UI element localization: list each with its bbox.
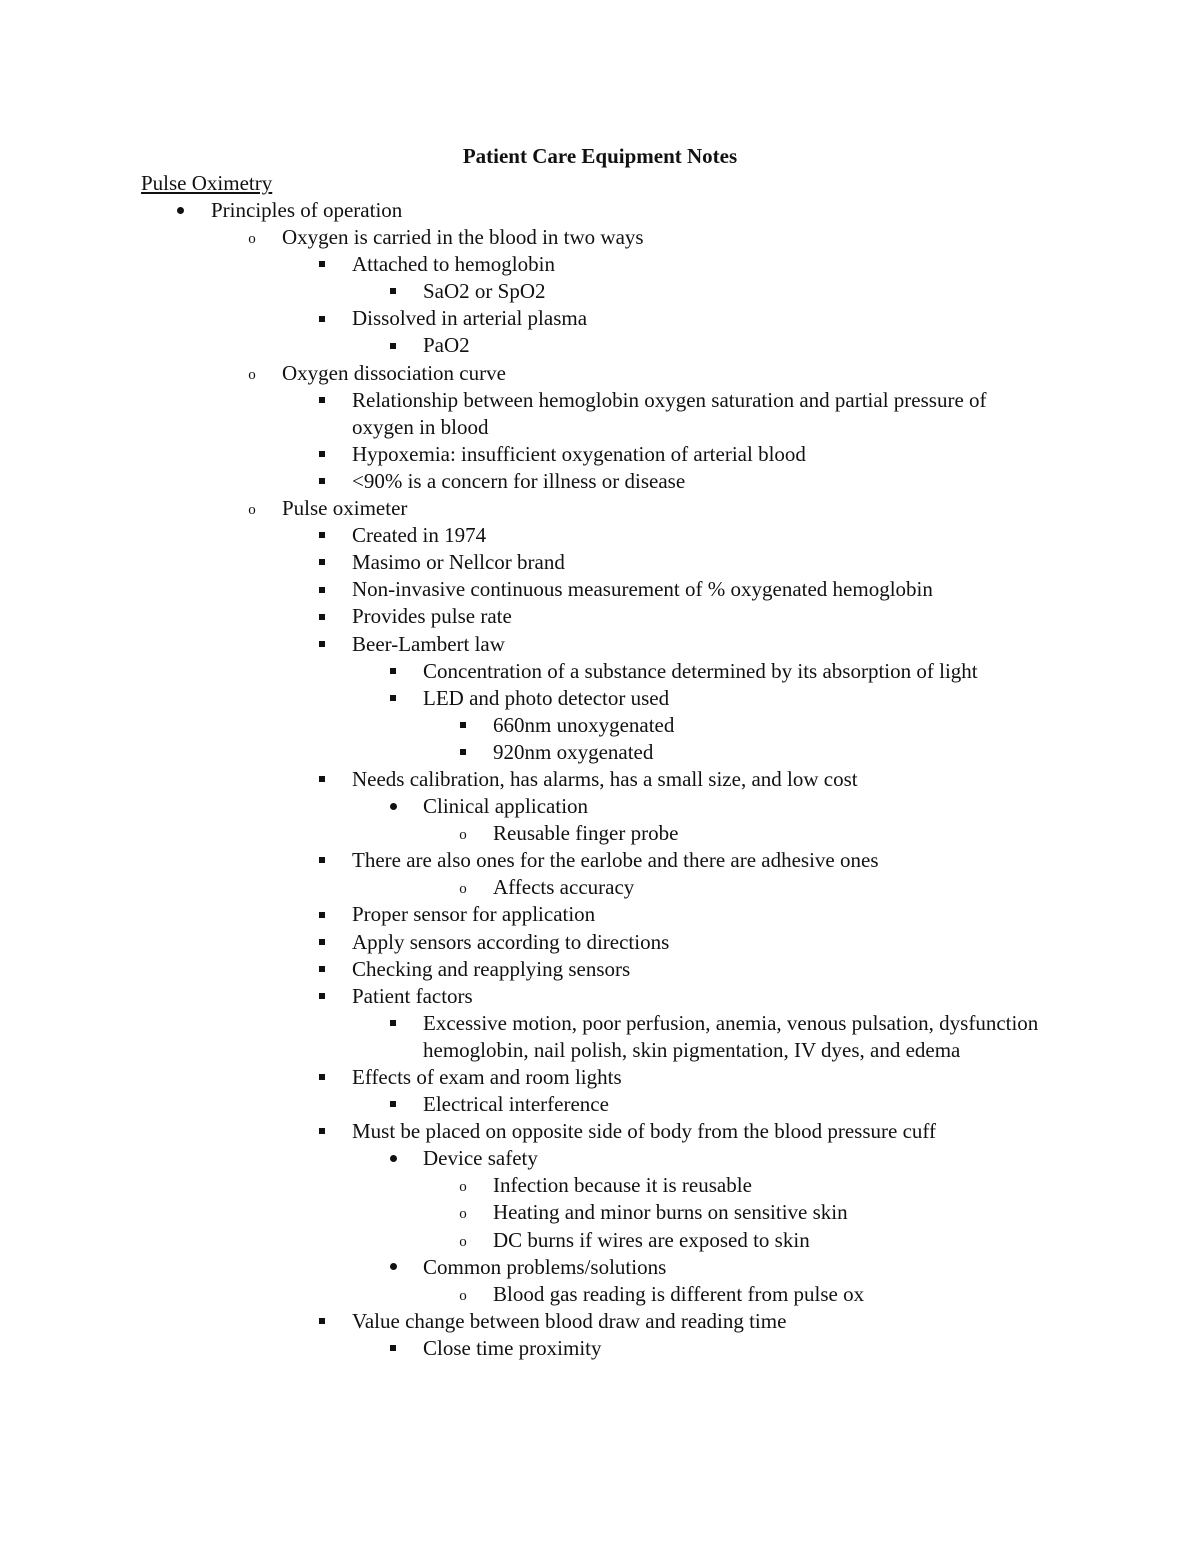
list-item [0, 793, 1200, 820]
square-bullet-icon [453, 739, 473, 766]
list-item [0, 1091, 1200, 1118]
list-item [0, 603, 1200, 630]
disc-bullet-icon [383, 793, 403, 820]
list-item-text: Beer-Lambert law [352, 631, 505, 656]
list-item [0, 1199, 1200, 1226]
square-bullet-icon [453, 712, 473, 739]
square-bullet-icon [312, 983, 332, 1010]
list-item-text: Non-invasive continuous measurement of % oxygenated hemoglobin [352, 577, 933, 602]
list-item [0, 820, 1200, 847]
list-item-text: Concentration of a substance determined by its absorption of light [423, 658, 978, 683]
list-item [0, 495, 1200, 522]
list-item [0, 685, 1200, 712]
list-item-text: Created in 1974 [352, 523, 487, 548]
list-item [0, 1010, 1200, 1064]
circle-bullet-icon: o [248, 366, 256, 383]
list-item-text: Apply sensors according to directions [352, 929, 670, 954]
circle-bullet-icon: o [248, 231, 256, 248]
list-item-text: Must be placed on opposite side of body from the blood pressure cuff [352, 1119, 936, 1144]
list-item-text: 660nm unoxygenated [493, 712, 675, 737]
square-bullet-icon [383, 1091, 403, 1118]
square-bullet-icon [383, 1335, 403, 1362]
bullet-outline [0, 197, 1200, 1362]
list-item-text: Attached to hemoglobin [352, 252, 555, 277]
list-item [0, 631, 1200, 658]
square-bullet-icon [312, 766, 332, 793]
list-item [0, 874, 1200, 901]
circle-bullet-icon: o [459, 881, 467, 898]
list-item [0, 576, 1200, 603]
square-bullet-icon [312, 387, 332, 414]
list-item [0, 739, 1200, 766]
square-bullet-icon [312, 522, 332, 549]
list-item [0, 468, 1200, 495]
list-item [0, 278, 1200, 305]
list-item [0, 847, 1200, 874]
square-bullet-icon [312, 1118, 332, 1145]
list-item-text: Oxygen is carried in the blood in two ways [282, 225, 644, 250]
square-bullet-icon [312, 251, 332, 278]
square-bullet-icon [383, 278, 403, 305]
list-item-text: Principles of operation [211, 198, 403, 222]
list-item [0, 1064, 1200, 1091]
circle-bullet-icon: o [459, 827, 467, 844]
disc-bullet-icon [170, 197, 190, 224]
list-item [0, 360, 1200, 387]
list-item-text: Patient factors [352, 983, 473, 1008]
list-item-text: Common problems/solutions [423, 1254, 667, 1279]
list-item [0, 332, 1200, 359]
circle-bullet-icon: o [459, 1179, 467, 1196]
list-item [0, 522, 1200, 549]
circle-bullet-icon: o [459, 1287, 467, 1304]
list-item-text: Provides pulse rate [352, 604, 512, 629]
list-item [0, 983, 1200, 1010]
list-item-text: Heating and minor burns on sensitive skin [493, 1200, 848, 1225]
list-item [0, 1281, 1200, 1308]
list-item [0, 441, 1200, 468]
square-bullet-icon [383, 1010, 403, 1037]
list-item-text: Value change between blood draw and reading time [352, 1308, 787, 1333]
list-item [0, 712, 1200, 739]
list-item-text: Device safety [423, 1146, 538, 1171]
list-item [0, 1172, 1200, 1199]
list-item-text: Relationship between hemoglobin oxygen saturation and partial pressure of oxygen in blood [352, 387, 987, 439]
disc-bullet-icon [383, 1254, 403, 1281]
list-item-text: LED and photo detector used [423, 685, 670, 710]
list-item [0, 929, 1200, 956]
section-heading: Pulse Oximetry [141, 171, 273, 195]
square-bullet-icon [312, 549, 332, 576]
list-item-text: Masimo or Nellcor brand [352, 550, 565, 575]
list-item [0, 1118, 1200, 1145]
circle-bullet-icon: o [248, 502, 256, 519]
list-item-text: Infection because it is reusable [493, 1173, 752, 1198]
square-bullet-icon [312, 603, 332, 630]
list-item [0, 1335, 1200, 1362]
disc-bullet-icon [383, 1145, 403, 1172]
square-bullet-icon [383, 332, 403, 359]
list-item-text: Electrical interference [423, 1092, 609, 1117]
circle-bullet-icon: o [459, 1206, 467, 1223]
square-bullet-icon [383, 685, 403, 712]
list-item-text: Oxygen dissociation curve [282, 360, 506, 385]
square-bullet-icon [312, 1064, 332, 1091]
list-item-text: 920nm oxygenated [493, 739, 654, 764]
list-item-text: Needs calibration, has alarms, has a small size, and low cost [352, 766, 858, 791]
list-item [0, 549, 1200, 576]
list-item-text: Proper sensor for application [352, 902, 596, 927]
list-item-text: Excessive motion, poor perfusion, anemia, venous pulsation, dysfunction hemoglobin, nail polish, skin pigmentation, IV dyes, and edema [423, 1010, 1039, 1062]
square-bullet-icon [383, 658, 403, 685]
list-item-text: Hypoxemia: insufficient oxygenation of arterial blood [352, 441, 806, 466]
list-item-text: Effects of exam and room lights [352, 1065, 622, 1089]
circle-bullet-icon: o [459, 1233, 467, 1250]
list-item [0, 387, 1200, 441]
square-bullet-icon [312, 576, 332, 603]
list-item [0, 1254, 1200, 1281]
list-item-text: Blood gas reading is different from pulse ox [493, 1281, 865, 1306]
list-item-text: Clinical application [423, 794, 589, 819]
square-bullet-icon [312, 847, 332, 874]
list-item-text: Dissolved in arterial plasma [352, 306, 588, 331]
list-item-text: DC burns if wires are exposed to skin [493, 1227, 810, 1252]
list-item [0, 901, 1200, 928]
square-bullet-icon [312, 929, 332, 956]
list-item [0, 1308, 1200, 1335]
list-item-text: Affects accuracy [493, 875, 635, 900]
list-item [0, 251, 1200, 278]
square-bullet-icon [312, 1308, 332, 1335]
square-bullet-icon [312, 468, 332, 495]
list-item [0, 766, 1200, 793]
square-bullet-icon [312, 305, 332, 332]
list-item-text: Reusable finger probe [493, 821, 679, 846]
list-item [0, 224, 1200, 251]
document-title: Patient Care Equipment Notes [462, 144, 738, 168]
list-item-text: There are also ones for the earlobe and there are adhesive ones [352, 848, 879, 873]
list-item-text: Close time proximity [423, 1335, 602, 1360]
list-item [0, 1227, 1200, 1254]
list-item [0, 197, 1200, 224]
list-item [0, 305, 1200, 332]
list-item-text: Checking and reapplying sensors [352, 956, 631, 981]
list-item [0, 658, 1200, 685]
list-item-text: Pulse oximeter [282, 496, 408, 521]
square-bullet-icon [312, 901, 332, 928]
square-bullet-icon [312, 441, 332, 468]
list-item-text: SaO2 or SpO2 [423, 279, 546, 304]
square-bullet-icon [312, 631, 332, 658]
list-item [0, 1145, 1200, 1172]
square-bullet-icon [312, 956, 332, 983]
list-item-text: PaO2 [423, 333, 470, 358]
list-item-text: <90% is a concern for illness or disease [352, 468, 686, 493]
list-item [0, 956, 1200, 983]
